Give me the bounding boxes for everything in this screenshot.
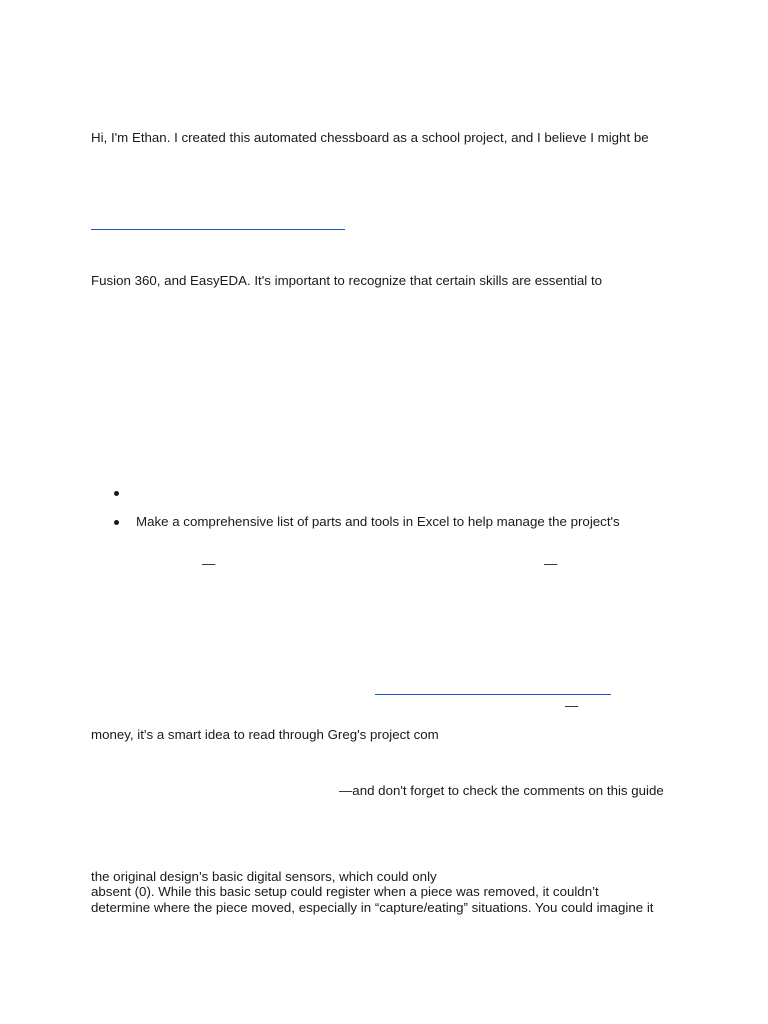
money-paragraph: money, it's a smart idea to read through Greg's project com bbox=[91, 727, 439, 742]
link-underline-2[interactable] bbox=[375, 694, 611, 695]
comments-paragraph: —and don't forget to check the comments on this guide bbox=[339, 783, 664, 798]
intro-paragraph: Hi, I'm Ethan. I created this automated chessboard as a school project, and I believe I might be bbox=[91, 130, 649, 145]
em-dash-b: — bbox=[544, 556, 558, 571]
sensors-line-2: absent (0). While this basic setup could register when a piece was removed, it couldn’t bbox=[91, 884, 599, 899]
list-item-2-text: Make a comprehensive list of parts and tools in Excel to help manage the project's bbox=[136, 514, 620, 529]
list-bullet-2 bbox=[114, 520, 119, 525]
link-underline-1[interactable] bbox=[91, 229, 345, 230]
em-dash-a: — bbox=[202, 556, 216, 571]
list-bullet-1 bbox=[114, 491, 119, 496]
sensors-line-1: the original design’s basic digital sensors, which could only bbox=[91, 869, 437, 884]
sensors-line-3: determine where the piece moved, especially in “capture/eating” situations. You could imagine it bbox=[91, 900, 654, 915]
em-dash-c: — bbox=[565, 698, 579, 713]
skills-paragraph: Fusion 360, and EasyEDA. It's important to recognize that certain skills are essential to bbox=[91, 273, 603, 288]
